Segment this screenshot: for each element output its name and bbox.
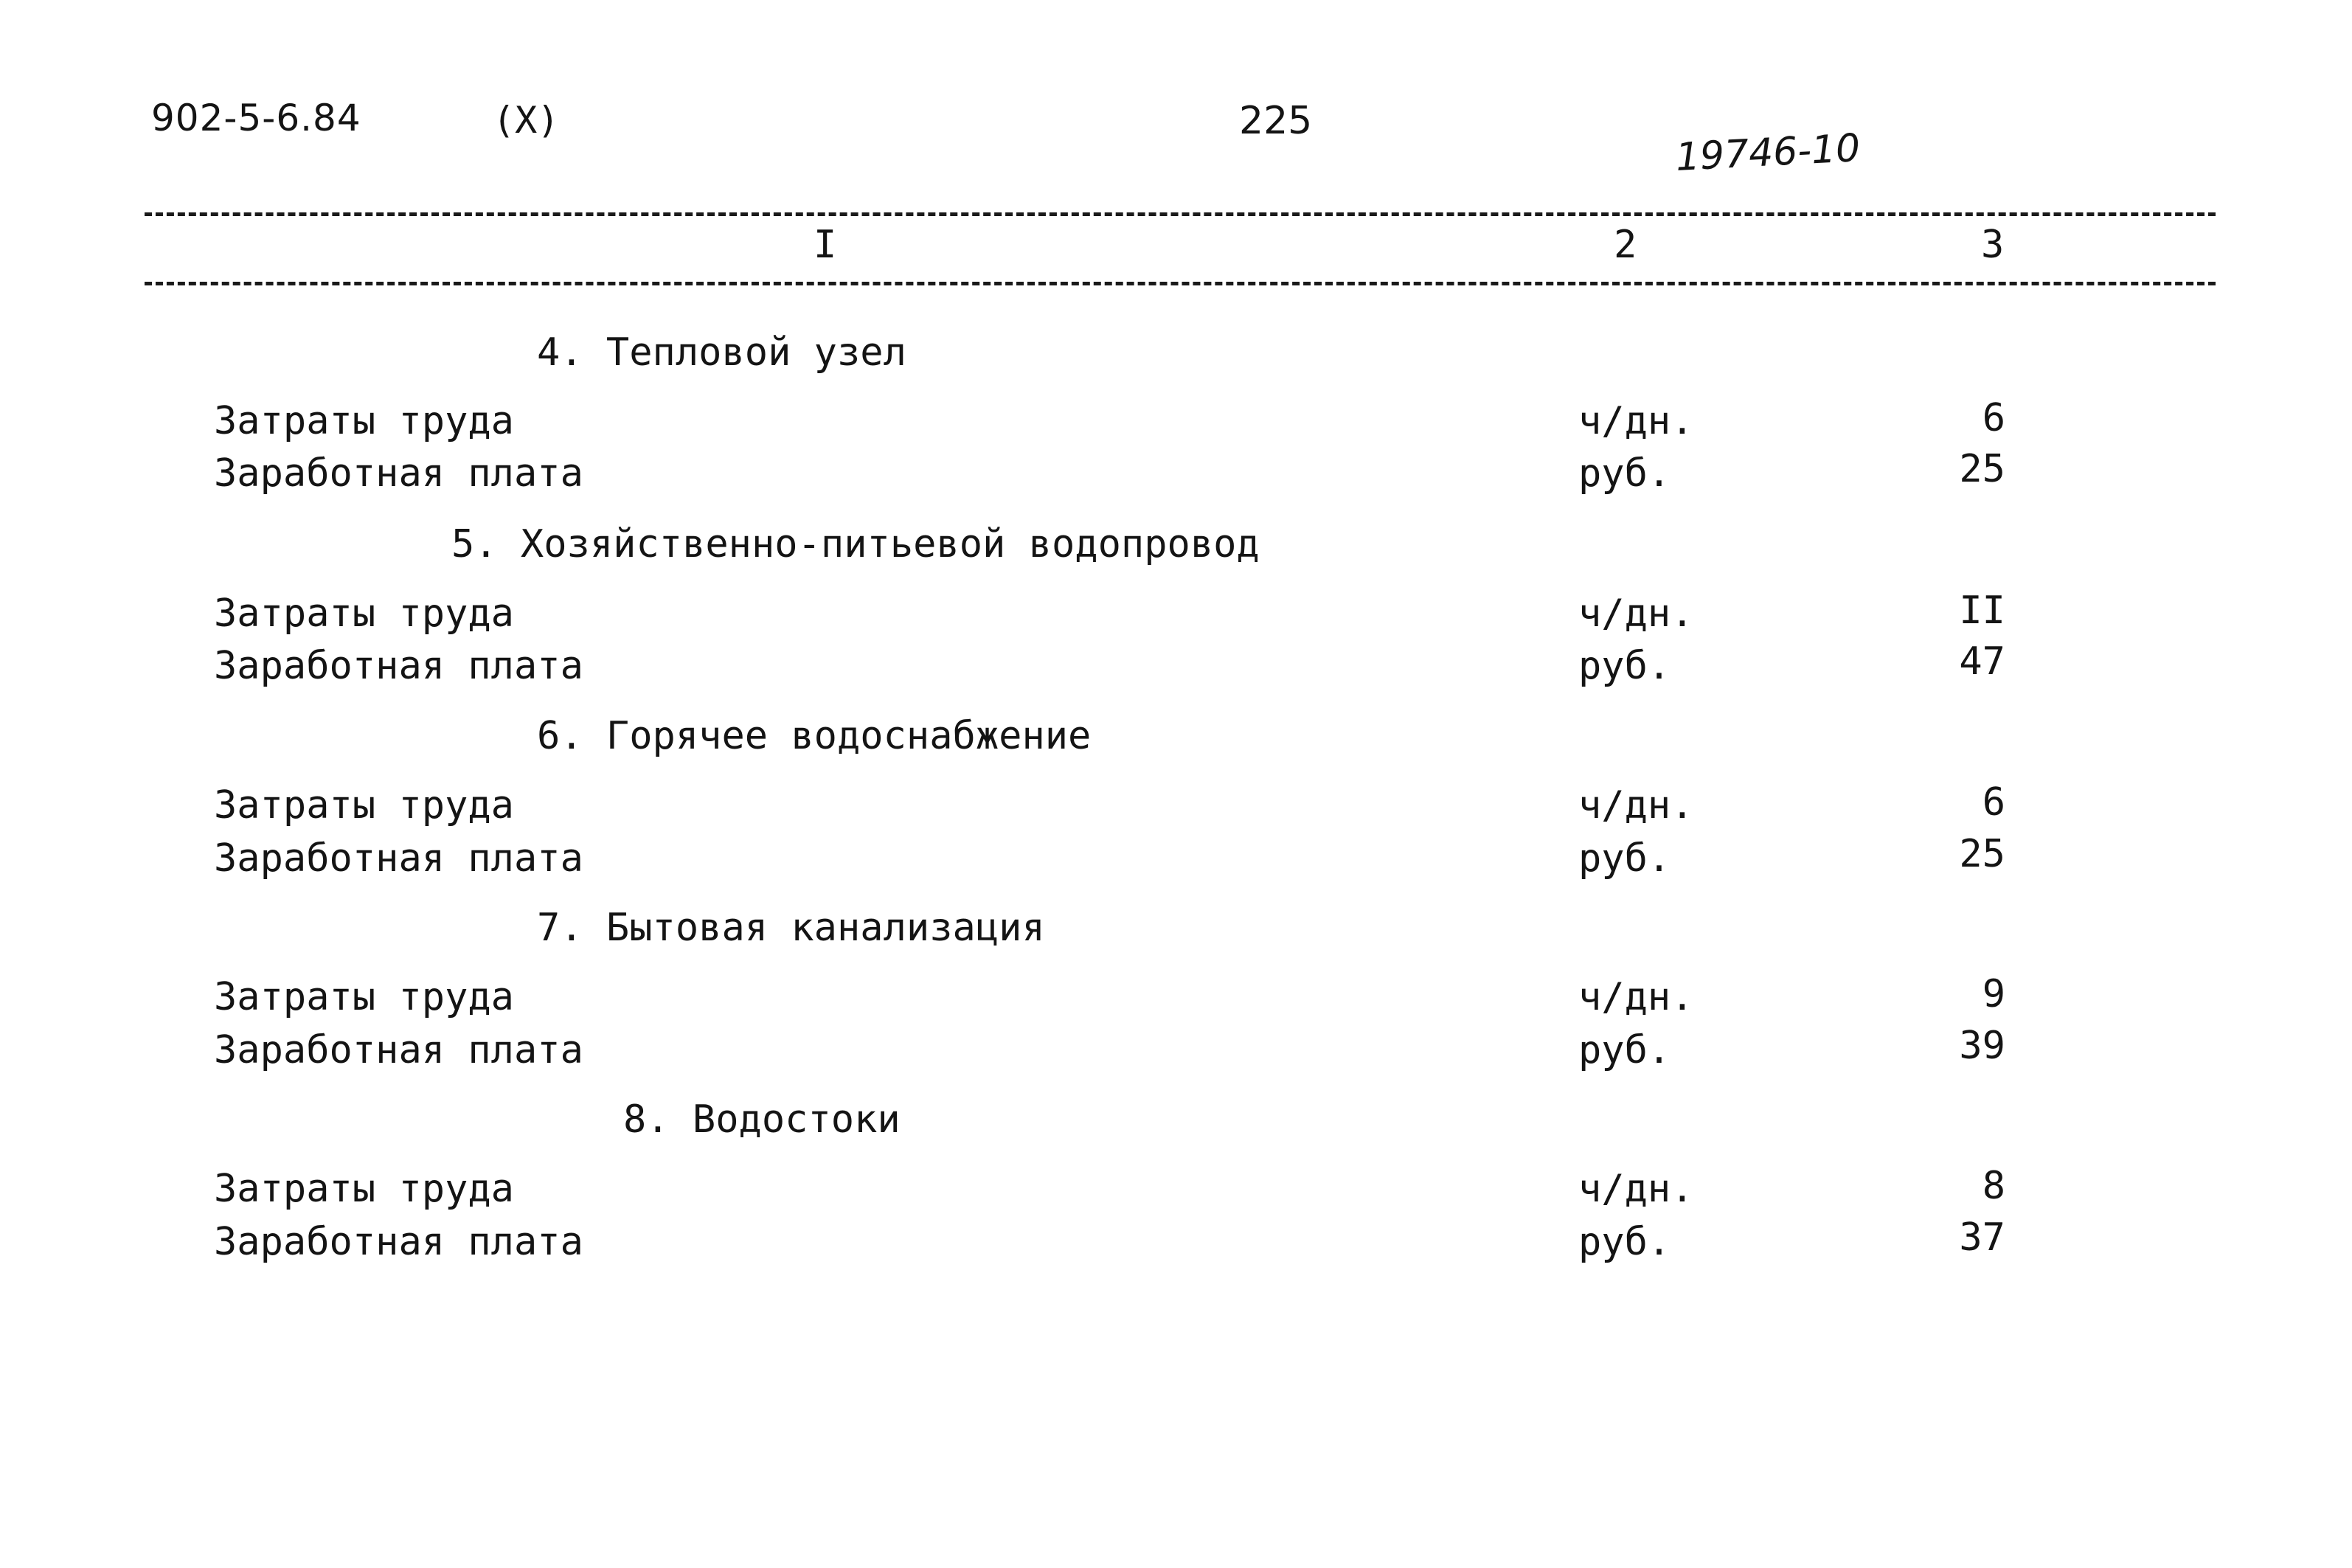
column-header-2: 2 bbox=[1614, 223, 1637, 267]
row-value: 9 bbox=[1982, 972, 2005, 1016]
row-unit: ч/дн. bbox=[1578, 399, 1694, 443]
row-value: II bbox=[1959, 589, 2005, 633]
row-unit: руб. bbox=[1578, 644, 1671, 688]
table-header-bottom-rule bbox=[145, 282, 2216, 285]
column-header-1: I bbox=[814, 223, 837, 267]
section-title: 7. Бытовая канализация bbox=[537, 906, 1045, 950]
row-value: 25 bbox=[1959, 447, 2005, 491]
row-label: Заработная плата bbox=[214, 451, 583, 496]
row-unit: руб. bbox=[1578, 1220, 1671, 1264]
row-label: Затраты труда bbox=[214, 399, 514, 443]
section-title: 4. Тепловой узел bbox=[537, 330, 906, 375]
row-label: Заработная плата bbox=[214, 644, 583, 688]
document-mark: (X) bbox=[493, 99, 560, 142]
row-unit: ч/дн. bbox=[1578, 1167, 1694, 1211]
row-unit: ч/дн. bbox=[1578, 975, 1694, 1019]
row-label: Затраты труда bbox=[214, 1167, 514, 1211]
section-title: 8. Водостоки bbox=[623, 1097, 901, 1142]
row-unit: ч/дн. bbox=[1578, 592, 1694, 636]
row-label: Затраты труда bbox=[214, 975, 514, 1019]
table-top-rule bbox=[145, 212, 2216, 216]
row-value: 6 bbox=[1982, 396, 2005, 440]
row-label: Затраты труда bbox=[214, 592, 514, 636]
row-unit: руб. bbox=[1578, 836, 1671, 881]
inventory-number: 19746-10 bbox=[1674, 125, 1862, 180]
section-title: 5. Хозяйственно-питьевой водопровод bbox=[451, 522, 1260, 566]
row-unit: ч/дн. bbox=[1578, 783, 1694, 828]
row-value: 25 bbox=[1959, 832, 2005, 876]
document-code: 902-5-6.84 bbox=[151, 97, 361, 139]
row-unit: руб. bbox=[1578, 1028, 1671, 1072]
row-label: Заработная плата bbox=[214, 1028, 583, 1072]
row-value: 6 bbox=[1982, 780, 2005, 825]
row-value: 8 bbox=[1982, 1164, 2005, 1208]
row-label: Заработная плата bbox=[214, 836, 583, 881]
row-value: 37 bbox=[1959, 1215, 2005, 1260]
section-title: 6. Горячее водоснабжение bbox=[537, 714, 1092, 758]
column-header-3: 3 bbox=[1981, 223, 2005, 267]
row-label: Затраты труда bbox=[214, 783, 514, 828]
page-number: 225 bbox=[1239, 99, 1313, 143]
row-value: 39 bbox=[1959, 1024, 2005, 1068]
row-unit: руб. bbox=[1578, 451, 1671, 496]
row-label: Заработная плата bbox=[214, 1220, 583, 1264]
row-value: 47 bbox=[1959, 639, 2005, 684]
